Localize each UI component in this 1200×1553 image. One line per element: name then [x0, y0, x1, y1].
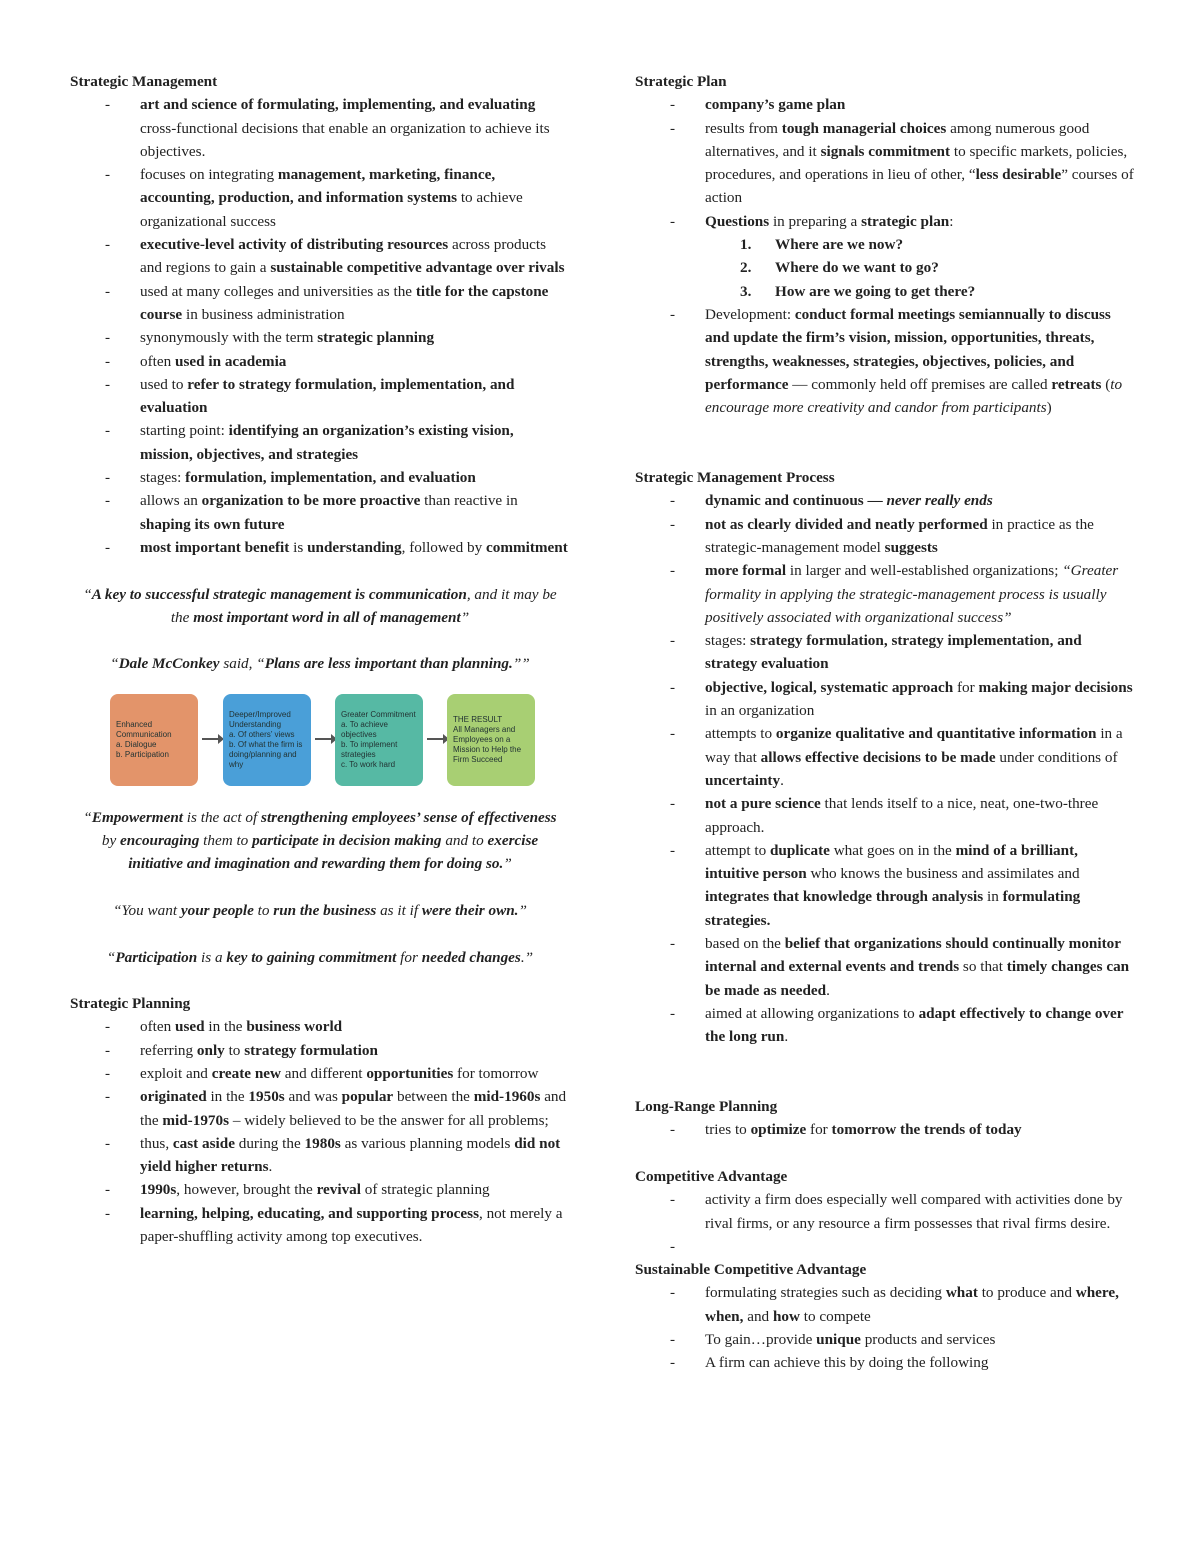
quote-communication: “A key to successful strategic management is communication, and it may be the most important word in all of management” — [83, 585, 557, 626]
list-item: - referring only to strategy formulation — [70, 1039, 570, 1062]
list-item: - attempt to duplicate what goes on in the mind of a brilliant, intuitive person who knows the business and assimilates and integrates that knowledge through analysis in formulating strategies. — [635, 839, 1135, 932]
list-item: - focuses on integrating management, marketing, finance, accounting, production, and information systems to achieve organizational success — [70, 163, 570, 233]
list-item: - dynamic and continuous — never really ends — [635, 489, 1135, 512]
list-item: - not as clearly divided and neatly performed in practice as the strategic-management model suggests — [635, 513, 1135, 560]
list-item: - exploit and create new and different opportunities for tomorrow — [70, 1062, 570, 1085]
strategic-plan-list — [635, 93, 1135, 233]
heading-sustainable-competitive-advantage: Sustainable Competitive Advantage — [635, 1261, 867, 1279]
quote-participation: “Participation is a key to gaining commitment for needed changes.” — [106, 948, 534, 966]
list-item: - objective, logical, systematic approach for making major decisions in an organization — [635, 676, 1135, 723]
competitive-advantage-list — [635, 1188, 1135, 1258]
figure-box-title: THE RESULT — [453, 714, 503, 724]
list-item: - used to refer to strategy formulation, implementation, and evaluation — [70, 373, 570, 420]
list-item: - art and science of formulating, implementing, and evaluating cross-functional decisions that enable an organization to achieve its objectives. — [70, 93, 570, 163]
left-column — [70, 70, 570, 1248]
strategic-management-list — [70, 93, 570, 559]
question-item: 1. Where are we now? — [740, 236, 904, 254]
list-item: - 1990s, however, brought the revival of strategic planning — [70, 1178, 570, 1201]
list-item: - often used in academia — [70, 350, 570, 373]
arrow-icon — [315, 738, 335, 740]
questions-list — [635, 233, 1135, 303]
figure-box-understanding — [223, 694, 311, 786]
sustainable-advantage-list — [635, 1281, 1135, 1374]
list-item: - originated in the 1950s and was popular between the mid-1960s and the mid-1970s – widely believed to be the answer for all problems; — [70, 1085, 570, 1132]
list-item: - thus, cast aside during the 1980s as various planning models did not yield higher returns. — [70, 1132, 570, 1179]
list-item: - learning, helping, educating, and supporting process, not merely a paper-shuffling activity among top executives. — [70, 1202, 570, 1249]
figure-box-communication — [110, 694, 198, 786]
process-list — [635, 489, 1135, 1048]
list-item: - A firm can achieve this by doing the following — [635, 1351, 1135, 1374]
list-item: - not a pure science that lends itself to a nice, neat, one-two-three approach. — [635, 792, 1135, 839]
list-item — [635, 1235, 1135, 1258]
heading-long-range-planning: Long-Range Planning — [635, 1098, 778, 1116]
list-item: - results from tough managerial choices among numerous good alternatives, and it signals commitment to specific markets, policies, procedures, and operations in lieu of other, “less desirable” courses of action — [635, 117, 1135, 210]
question-item: 3. How are we going to get there? — [740, 282, 976, 300]
list-item: - Development: conduct formal meetings semiannually to discuss and update the firm’s vision, mission, opportunities, threats, strengths, weaknesses, strategies, objectives, policies, and performance — commonly held off premises are called retreats (to encourage more creativity and candor from participants) — [635, 303, 1135, 419]
list-item: - attempts to organize qualitative and quantitative information in a way that allows effective decisions to be made under conditions of uncertainty. — [635, 722, 1135, 792]
right-column — [635, 70, 1135, 1375]
list-item: - executive-level activity of distributing resources across products and regions to gain a sustainable competitive advantage over rivals — [70, 233, 570, 280]
list-item: - allows an organization to be more proactive than reactive in shaping its own future — [70, 489, 570, 536]
list-item: - tries to optimize for tomorrow the trends of today — [635, 1118, 1135, 1141]
heading-strategic-planning: Strategic Planning — [70, 995, 191, 1013]
list-item: - starting point: identifying an organization’s existing vision, mission, objectives, and strategies — [70, 419, 570, 466]
figure-box-items: a. Of others’ views b. Of what the firm is doing/planning and why — [229, 729, 303, 769]
heading-strategic-management-process: Strategic Management Process — [635, 469, 835, 487]
question-item: 2. Where do we want to go? — [740, 259, 939, 277]
figure-box-commitment — [335, 694, 423, 786]
list-item: - formulating strategies such as deciding what to produce and where, when, and how to compete — [635, 1281, 1135, 1328]
figure-box-title: Deeper/Improved Understanding — [229, 709, 291, 729]
list-item: - stages: strategy formulation, strategy implementation, and strategy evaluation — [635, 629, 1135, 676]
heading-competitive-advantage: Competitive Advantage — [635, 1167, 788, 1185]
list-item: - most important benefit is understanding, followed by commitment — [70, 536, 570, 559]
list-item: - stages: formulation, implementation, and evaluation — [70, 466, 570, 489]
quote-empowerment: “Empowerment is the act of strengthening employees’ sense of effectiveness by encouraging them to participate in decision making and to exercise initiative and imagination and rewarding them for doing so.” — [83, 808, 557, 873]
list-item: - based on the belief that organizations should continually monitor internal and external events and trends so that timely changes can be made as needed. — [635, 932, 1135, 1002]
list-item: - company’s game plan — [635, 93, 1135, 116]
list-item: - Questions in preparing a strategic plan: — [635, 210, 1135, 233]
heading-strategic-management: Strategic Management — [70, 73, 218, 90]
strategic-planning-list — [70, 1015, 570, 1248]
quote-your-people: “You want your people to run the business as it if were their own.” — [113, 901, 527, 919]
list-item: - used at many colleges and universities as the title for the capstone course in business administration — [70, 280, 570, 327]
list-item: - To gain…provide unique products and services — [635, 1328, 1135, 1351]
list-item: - often used in the business world — [70, 1015, 570, 1038]
figure-box-items: All Managers and Employees on a Mission to Help the Firm Succeed — [453, 724, 522, 764]
list-item: - synonymously with the term strategic planning — [70, 326, 570, 349]
list-item: - aimed at allowing organizations to adapt effectively to change over the long run. — [635, 1002, 1135, 1049]
list-item: - more formal in larger and well-established organizations; “Greater formality in applying the strategic-management process is usually positively associated with organizational success” — [635, 559, 1135, 629]
arrow-icon — [427, 738, 447, 740]
figure-box-result — [447, 694, 535, 786]
figure-box-items: a. Dialogue b. Participation — [116, 739, 169, 759]
benefits-figure — [110, 686, 560, 796]
arrow-icon — [202, 738, 222, 740]
long-range-list — [635, 1118, 1135, 1141]
figure-box-items: a. To achieve objectives b. To implement strategies c. To work hard — [341, 719, 398, 769]
list-item: - activity a firm does especially well compared with activities done by rival firms, or any resource a firm possesses that rival firms desire. — [635, 1188, 1135, 1235]
heading-strategic-plan: Strategic Plan — [635, 73, 727, 90]
figure-box-title: Greater Commitment — [341, 709, 416, 719]
quote-mcconkey: “Dale McConkey said, “Plans are less important than planning.”” — [110, 655, 530, 673]
strategic-plan-dev-list — [635, 303, 1135, 419]
figure-box-title: Enhanced Communication — [116, 719, 172, 739]
